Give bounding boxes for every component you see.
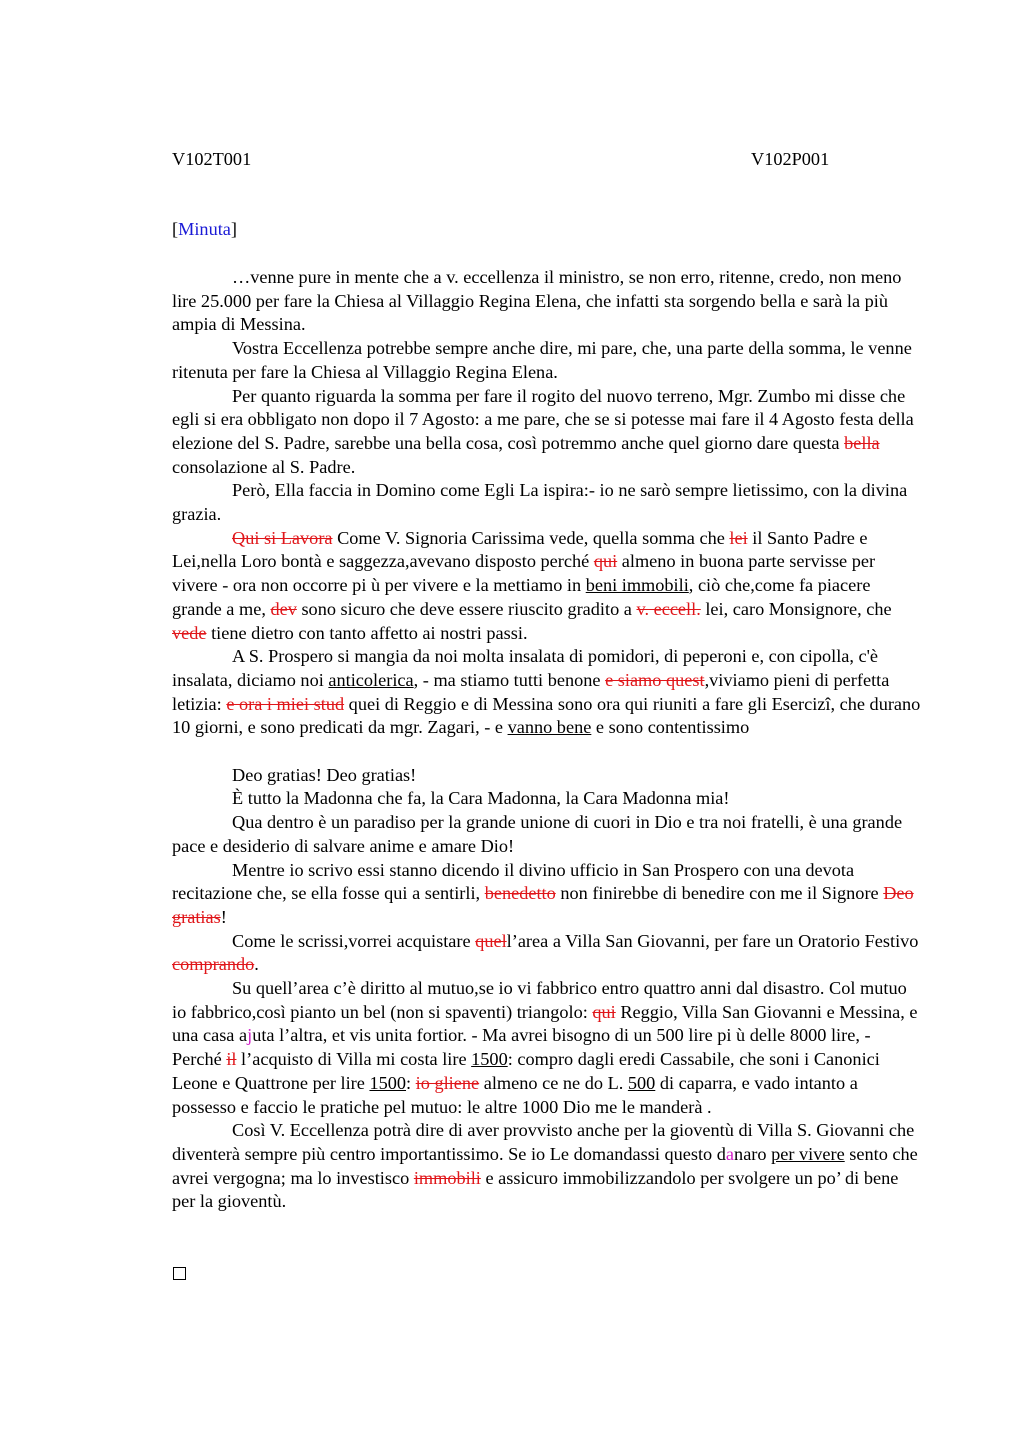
paragraph <box>172 859 924 930</box>
text-run: tiene dietro con tanto affetto ai nostri passi. <box>206 622 528 643</box>
letter-body <box>172 266 924 1214</box>
text-run: : <box>406 1072 416 1093</box>
paragraph <box>172 479 924 526</box>
text-run: ,viviamo pieni di perfetta letizia: <box>172 669 890 714</box>
deleted-text: Qui si Lavora <box>232 527 333 548</box>
text-run: e sono contentissimo <box>591 717 750 738</box>
paragraph <box>172 645 924 740</box>
text-run: Però, Ella faccia in Domino come Egli La ispira:- io ne sarò sempre lietissimo, con la divina grazia. <box>172 480 908 525</box>
paragraph <box>172 764 924 788</box>
text-run: Su quell’area c’è diritto al mutuo,se io vi fabbrico entro quattro anni dal disastro. Col mutuo io fabbrico,così pianto un bel (non si spaventi) triangolo: <box>172 978 907 1022</box>
underlined-text: beni immobili <box>585 575 689 596</box>
paragraph <box>172 977 924 1119</box>
end-of-text-box-icon <box>173 1267 186 1280</box>
text-run: sono sicuro che deve essere riuscito gradito a <box>296 598 637 619</box>
text-run: Per quanto riguarda la somma per fare il rogito del nuovo terreno, Mgr. Zumbo mi disse che egli si era obbligato non dopo il 7 Agosto: a me pare, che se si potesse mai fare il 4 Agosto festa della elezione del S. Padre, sarebbe una bella cosa, così potremmo anche quel giorno dare questa <box>172 385 914 453</box>
text-run: non finirebbe di benedire con me il Signore <box>555 883 884 904</box>
text-run: …venne pure in mente che a v. eccellenza il ministro, se non erro, ritenne, credo, non meno lire 25.000 per fare la Chiesa al Villaggio Regina Elena, che infatti sta sorgendo bella e sarà la più ampia di Messina. <box>172 267 902 335</box>
deleted-text: immobili <box>413 1167 481 1188</box>
paragraph <box>172 337 924 384</box>
deleted-text: qui <box>593 551 618 572</box>
text-run: e assicuro immobilizzandolo per svolgere un po’ di bene per la gioventù. <box>172 1167 899 1212</box>
inserted-letter: a <box>725 1144 735 1164</box>
text-run: Vostra Eccellenza potrebbe sempre anche dire, mi pare, che, una parte della somma, le venne ritenuta per fare la Chiesa al Villaggio Regina Elena. <box>172 338 912 382</box>
text-run: uta l’altra, et vis unita fortior. - Ma avrei bisogno di un 500 lire pi ù delle 8000 lire, - Perché <box>172 1025 871 1070</box>
text-run: almeno ce ne do L. <box>479 1072 628 1093</box>
text-run: : compro dagli eredi Cassabile, che soni i Canonici Leone e Quattrone per lire <box>172 1049 880 1093</box>
text-run: Mentre io scrivo essi stanno dicendo il divino ufficio in San Prospero con una devota recitazione che, se ella fosse qui a sentirli, <box>172 859 855 904</box>
deleted-text: bella <box>844 432 880 453</box>
underlined-text: per vivere <box>771 1144 845 1164</box>
text-run: A S. Prospero si mangia da noi molta insalata di pomidori, di peperoni e, con cipolla, c'è insalata, diciamo noi <box>172 646 879 690</box>
paragraph <box>172 527 924 646</box>
paragraph <box>172 811 924 858</box>
text-run: quei di Reggio e di Messina sono ora qui riuniti a fare gli Esercizî, che durano 10 giorni, e sono predicati da mgr. Zagari, - e <box>172 693 921 738</box>
draft-label <box>172 218 237 242</box>
deleted-text: il <box>226 1049 237 1070</box>
text-run: ! <box>220 906 227 927</box>
paragraph <box>172 385 924 480</box>
deleted-text: comprando <box>172 954 255 975</box>
text-run: Come V. Signoria Carissima vede, quella somma che <box>332 527 730 548</box>
text-run: lei, caro Monsignore, che <box>700 598 892 619</box>
deleted-text: e siamo quest <box>605 669 705 690</box>
text-run: naro <box>734 1144 772 1164</box>
text-run: Reggio, Villa San Giovanni e Messina, e una casa a <box>172 1001 918 1046</box>
text-run: Come le scrissi,vorrei acquistare <box>232 930 476 951</box>
text-run: È tutto la Madonna che fa, la Cara Madonna, la Cara Madonna mia! <box>232 788 730 809</box>
deleted-text: quel <box>475 930 507 951</box>
text-run: Qua dentro è un paradiso per la grande unione di cuori in Dio e tra noi fratelli, è una grande pace e desiderio di salvare anime e amare Dio! <box>172 812 903 856</box>
text-run: almeno in buona parte servisse per vivere - ora non occorre pi ù per vivere e la mettiamo in <box>172 551 876 596</box>
draft-label-close-bracket: ] <box>230 219 237 239</box>
text-run: il Santo Padre e Lei,nella Loro bontà e saggezza,avevano disposto perché <box>172 527 868 572</box>
deleted-text: dev <box>270 598 297 619</box>
underlined-text: 1500 <box>471 1049 508 1070</box>
underlined-text: vanno bene <box>507 717 592 738</box>
text-run: , - ma stiamo tutti benone <box>413 669 606 690</box>
text-run: di caparra, e vado intanto a possesso e faccio le pratiche pel mutuo: le altre 1000 Dio me le manderà . <box>172 1072 858 1117</box>
text-run: l’area a Villa San Giovanni, per fare un Oratorio Festivo <box>506 930 919 951</box>
text-run: . <box>254 954 259 975</box>
underlined-text: 1500 <box>369 1072 407 1093</box>
draft-label-open-bracket: [ <box>172 219 179 239</box>
text-run: sento che avrei vergogna; ma lo investisco <box>172 1144 918 1188</box>
deleted-text: e ora i miei stud <box>226 693 345 714</box>
inserted-letter: j <box>247 1025 253 1046</box>
draft-label-text: Minuta <box>178 219 231 239</box>
deleted-text: vede <box>172 622 207 643</box>
blank-line <box>172 740 924 764</box>
deleted-text: lei <box>729 527 748 548</box>
text-run: , ciò che,come fa piacere grande a me, <box>172 575 871 619</box>
underlined-text: 500 <box>627 1072 656 1093</box>
document-code-left: V102T001 <box>172 149 252 169</box>
text-run: Deo gratias! Deo gratias! <box>232 764 417 785</box>
paragraph <box>172 266 924 337</box>
paragraph <box>172 787 924 811</box>
deleted-text: qui <box>592 1001 616 1022</box>
paragraph <box>172 930 924 977</box>
deleted-text: Deo gratias <box>172 883 914 927</box>
text-run: Così V. Eccellenza potrà dire di aver provvisto anche per la gioventù di Villa S. Giovanni che diventerà sempre più centro importantissimo. Se io Le domandassi questo d <box>172 1120 915 1164</box>
document-code-right: V102P001 <box>751 149 830 169</box>
deleted-text: io gliene <box>415 1072 480 1093</box>
text-run: consolazione al S. Padre. <box>172 456 356 477</box>
paragraph <box>172 1119 924 1214</box>
deleted-text: benedetto <box>484 883 556 904</box>
deleted-text: v. eccell. <box>636 598 701 619</box>
underlined-text: anticolerica <box>328 669 414 690</box>
text-run: l’acquisto di Villa mi costa lire <box>236 1049 472 1070</box>
